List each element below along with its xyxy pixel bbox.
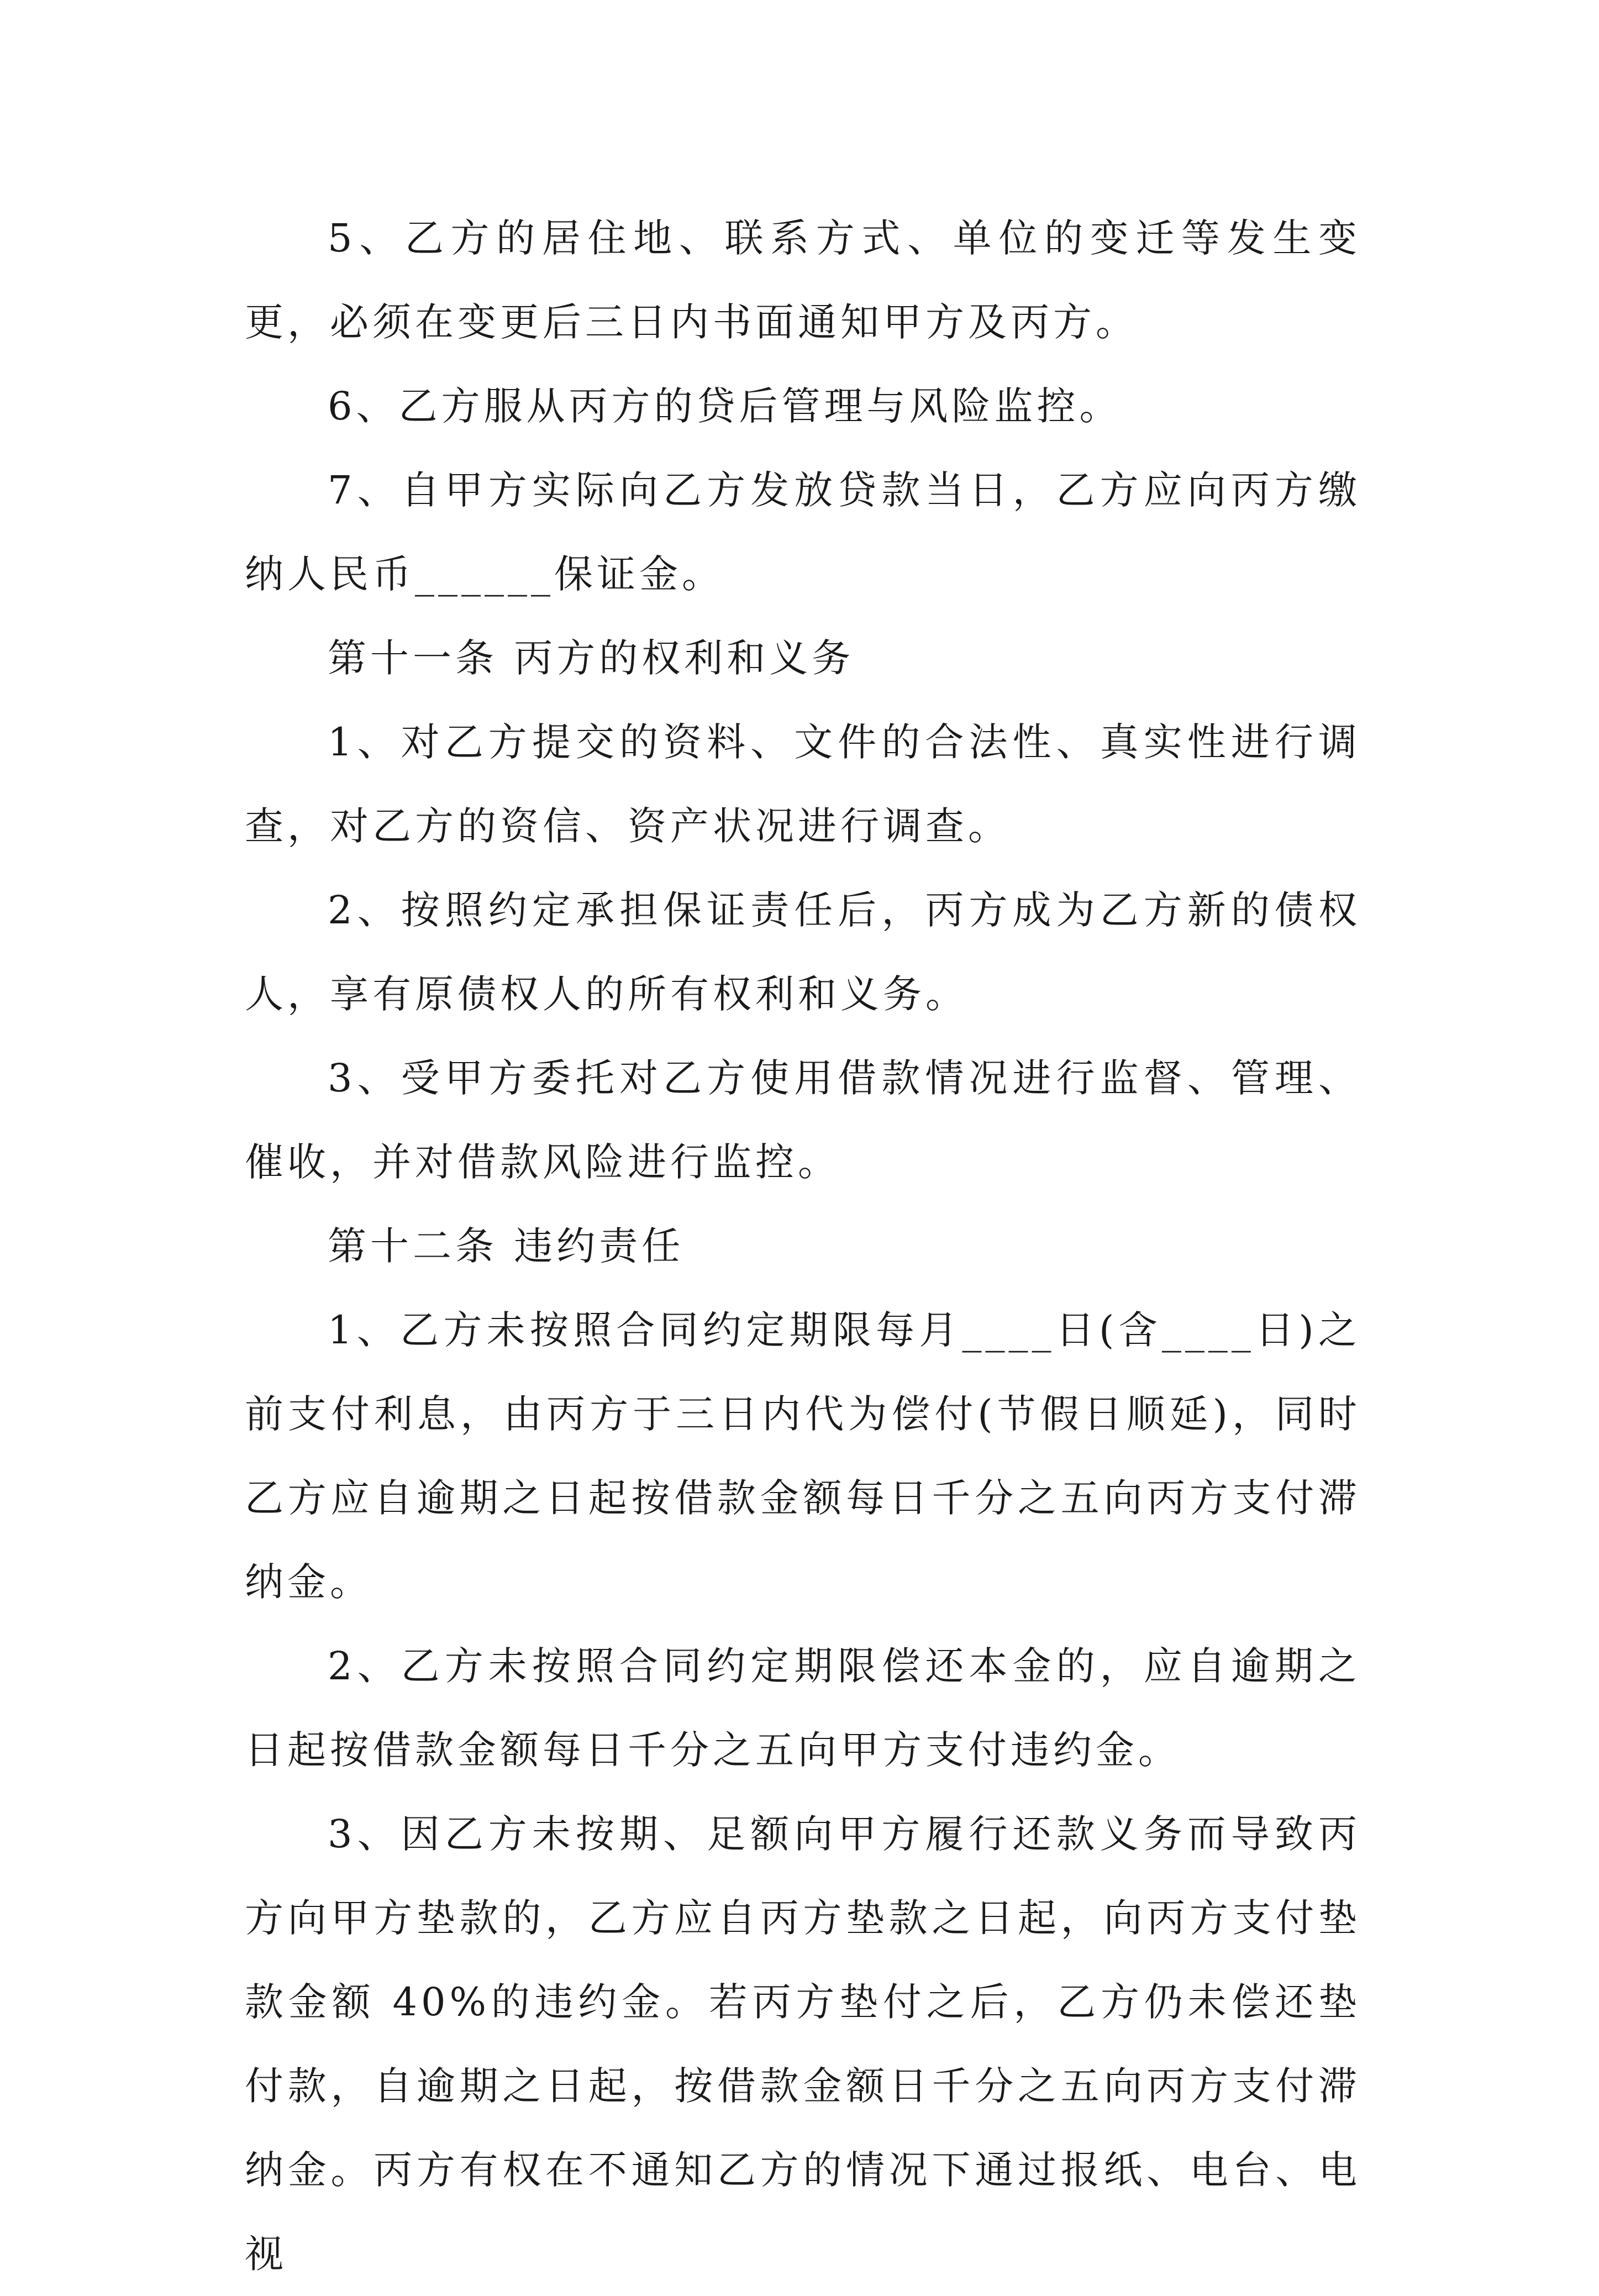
article-11-item-2: 2、按照约定承担保证责任后，丙方成为乙方新的债权人，享有原债权人的所有权利和义务。 — [245, 887, 1361, 1017]
article-11-item-1: 1、对乙方提交的资料、文件的合法性、真实性进行调查，对乙方的资信、资产状况进行调查。 — [245, 719, 1361, 849]
article-12-item-3: 3、因乙方未按期、足额向甲方履行还款义务而导致丙方向甲方垫款的，乙方应自丙方垫款之日起，向丙方支付垫款金额 40%的违约金。若丙方垫付之后，乙方仍未偿还垫付款，自逾期之日起，按借款金额日千分之五向丙方支付滞纳金。丙方有权在不通知乙方的情况下通过报纸、电台、电视 — [245, 1811, 1361, 2277]
article-12-item-2: 2、乙方未按照合同约定期限偿还本金的，应自逾期之日起按借款金额每日千分之五向甲方支付违约金。 — [245, 1643, 1361, 1773]
article-12-item-1: 1、乙方未按照合同约定期限每月____日(含____日)之前支付利息，由丙方于三日内代为偿付(节假日顺延)，同时乙方应自逾期之日起按借款金额每日千分之五向丙方支付滞纳金。 — [245, 1307, 1361, 1605]
article-11-item-3: 3、受甲方委托对乙方使用借款情况进行监督、管理、催收，并对借款风险进行监控。 — [245, 1055, 1361, 1185]
clause-7-deposit: 7、自甲方实际向乙方发放贷款当日，乙方应向丙方缴纳人民币______保证金。 — [245, 467, 1361, 597]
article-11-heading: 第十一条 丙方的权利和义务 — [328, 635, 855, 681]
document-body — [245, 196, 1361, 2296]
clause-5-residence-change: 5、乙方的居住地、联系方式、单位的变迁等发生变更，必须在变更后三日内书面通知甲方及丙方。 — [245, 216, 1361, 345]
article-12-heading: 第十二条 违约责任 — [328, 1223, 685, 1269]
clause-6-post-loan-management: 6、乙方服从丙方的贷后管理与风险监控。 — [328, 383, 1122, 429]
